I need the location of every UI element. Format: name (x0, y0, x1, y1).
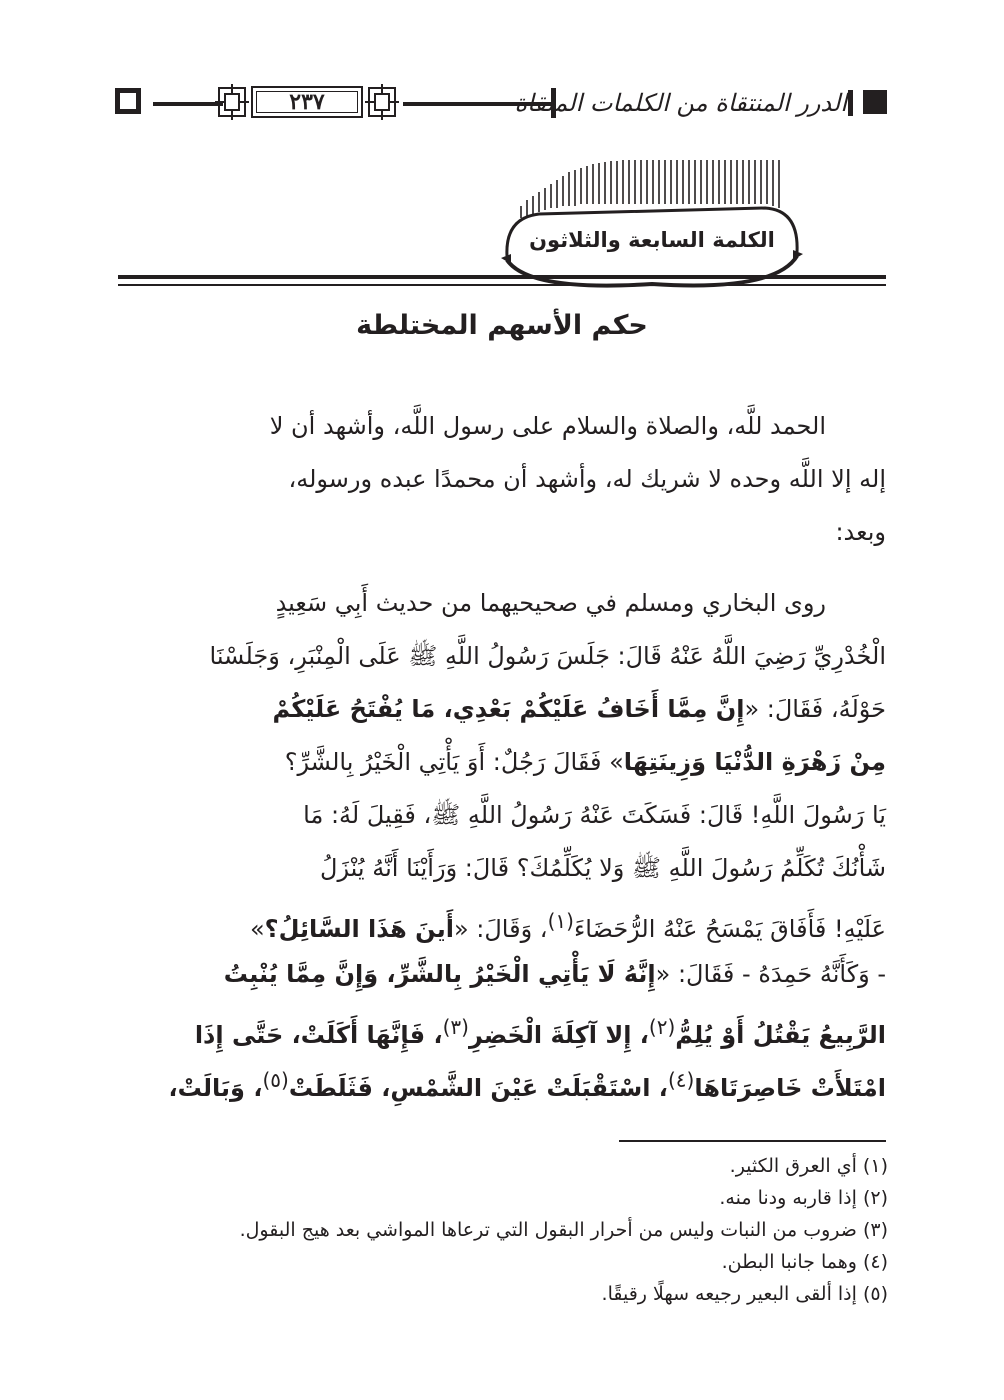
running-header (115, 82, 887, 126)
footnote: (٣) ضروب من النبات وليس من أحرار البقول التي ترعاها المواشي بعد هيج البقول. (239, 1219, 888, 1241)
text-line: الحمد للَّه، والصلاة والسلام على رسول اللَّه، وأشهد أن لا (269, 412, 826, 440)
section-rule-thick (118, 275, 886, 279)
page-number-box (215, 82, 405, 124)
text-line: الْخُدْرِيِّ رَضِيَ اللَّهُ عَنْهُ قَالَ: جَلَسَ رَسُولُ اللَّهِ ﷺ عَلَى الْمِنْبَرِ، وَجَلَسْنَا (209, 642, 886, 670)
footnote-marker: (٤) (667, 1068, 695, 1092)
square-ornament-left (115, 88, 141, 114)
footnote-separator (619, 1140, 886, 1142)
square-ornament-right (863, 90, 887, 114)
hadith-quote: أَينَ هَذَا السَّائِلُ؟ (264, 915, 454, 943)
text-run: - وَكَأَنَّهُ حَمِدَهُ - فَقَالَ: « (655, 960, 886, 988)
text-run: ، وَقَالَ: « (453, 915, 548, 943)
footnote: (٥) إذا ألقى البعير رجيعه سهلًا رقيقًا. (601, 1283, 888, 1305)
text-line: إله إلا اللَّه وحده لا شريك له، وأشهد أن محمدًا عبده ورسوله، (288, 465, 886, 493)
text-line (118, 895, 886, 948)
section-rule-thin (118, 284, 886, 286)
running-title: الدرر المنتقاة من الكلمات الملقاة (514, 89, 847, 117)
text-line: وبعد: (835, 518, 886, 546)
footnote: (١) أي العرق الكثير. (729, 1155, 888, 1177)
page-number: ٢٣٧ (251, 86, 363, 118)
text-run: » فَقَالَ رَجُلٌ: أَوَ يَأْتِي الْخَيْرُ بِالشَّرِّ؟ (284, 748, 624, 776)
text-line (118, 1054, 886, 1107)
footnote-marker: (١) (547, 909, 574, 933)
hadith-quote: إِنَّ مِمَّا أَخَافُ عَلَيْكُمْ بَعْدِي، مَا يُفْتَحُ عَلَيْكُمْ (272, 695, 745, 723)
chapter-badge (499, 160, 805, 292)
footnote-marker: (٥) (262, 1068, 289, 1092)
hadith-quote: امْتَلأَتْ خَاصِرَتَاهَا (694, 1074, 886, 1102)
hadith-quote: ، فَإِنَّهَا أَكَلَتْ، حَتَّى إِذَا (194, 1021, 443, 1049)
text-line: شَأْنُكَ تُكَلِّمُ رَسُولَ اللَّهِ ﷺ وَلا يُكَلِّمُكَ؟ قَالَ: وَرَأَيْنَا أَنَّهُ يُنْزَلُ (320, 854, 886, 882)
footnote: (٤) وهما جانبا البطن. (721, 1251, 888, 1273)
text-run: حَوْلَهُ، فَقَالَ: « (744, 695, 886, 723)
text-line: روى البخاري ومسلم في صحيحيهما من حديث أَبِي سَعِيدٍ (275, 589, 826, 617)
text-run: عَلَيْهِ! فَأَفَاقَ يَمْسَحُ عَنْهُ الرُّحَضَاءَ (573, 915, 886, 943)
hadith-quote: الرَّبِيعُ يَقْتُلُ أَوْ يُلِمُّ (675, 1021, 886, 1049)
hadith-quote: إِنَّهُ لَا يَأْتِي الْخَيْرُ بِالشَّرِّ، وَإِنَّ مِمَّا يُنْبِتُ (223, 960, 656, 988)
paragraph-intro (118, 400, 886, 559)
hadith-quote: مِنْ زَهْرَةِ الدُّنْيَا وَزِينَتِهَا (623, 748, 886, 776)
knot-ornament-right (365, 84, 399, 120)
header-rule-left (153, 102, 223, 106)
footnote-marker: (٣) (442, 1015, 469, 1039)
footnote-marker: (٢) (648, 1015, 676, 1039)
chapter-title: الكلمة السابعة والثلاثون (529, 228, 775, 252)
text-line (118, 948, 886, 1001)
text-run: » (249, 915, 265, 943)
article-heading: حكم الأسهم المختلطة (356, 310, 648, 341)
hadith-quote: ، إِلا آكِلَةَ الْخَضِرِ (468, 1021, 649, 1049)
knot-ornament-left (215, 84, 249, 120)
text-line (118, 736, 886, 789)
text-line: يَا رَسُولَ اللَّهِ! قَالَ: فَسَكَتَ عَنْهُ رَسُولُ اللَّهِ ﷺ، فَقِيلَ لَهُ: مَا (303, 801, 886, 829)
text-line (118, 683, 886, 736)
footnote: (٢) إذا قاربه ودنا منه. (719, 1187, 888, 1209)
paragraph-hadith (118, 577, 886, 1107)
hadith-quote: ، وَبَالَتْ، (168, 1074, 263, 1102)
hadith-quote: ، اسْتَقْبَلَتْ عَيْنَ الشَّمْسِ، فَثَلَطَتْ (288, 1074, 668, 1102)
text-line (118, 1001, 886, 1054)
header-bar-right (848, 90, 853, 116)
footnotes (118, 1150, 888, 1310)
